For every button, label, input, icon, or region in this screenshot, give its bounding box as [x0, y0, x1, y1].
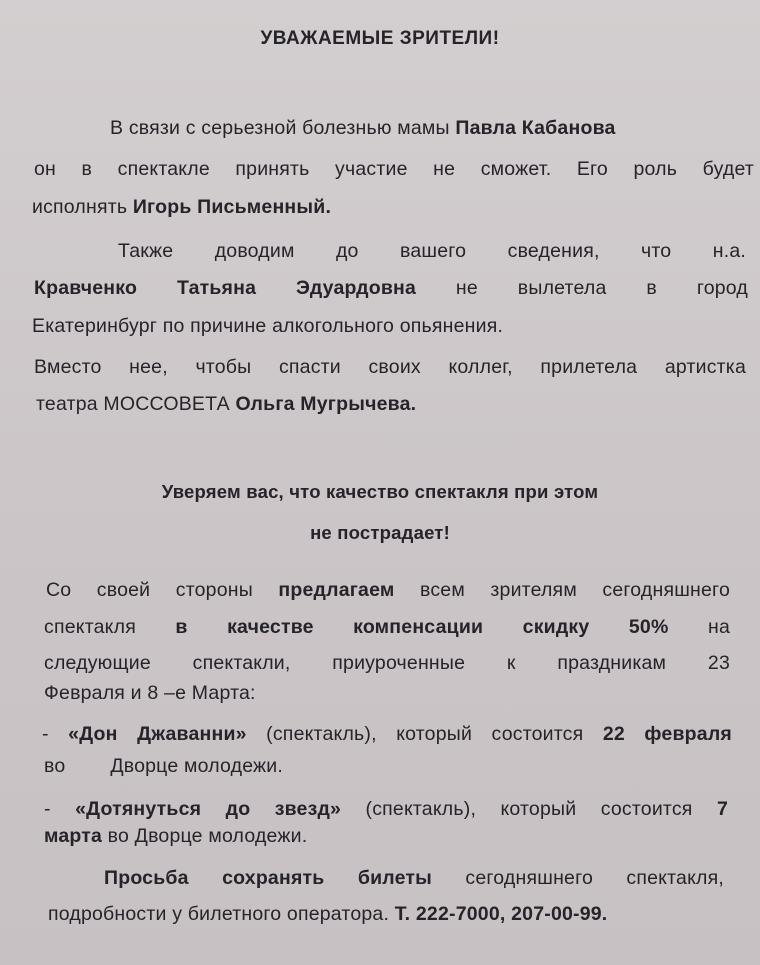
show-1-line-1: [42, 721, 732, 747]
p2-text: театра МОССОВЕТА: [36, 393, 236, 415]
p4-text: сегодняшнего спектакля,: [432, 867, 724, 889]
discount-offer: в качестве компенсации скидку 50%: [175, 616, 669, 638]
p3-text: спектакля: [44, 616, 176, 638]
show-text: (спектакль), который состоится: [246, 723, 603, 745]
p4-text: подробности у билетного оператора.: [48, 903, 395, 925]
show-dash: -: [42, 723, 69, 745]
p2-line-2: [34, 275, 748, 301]
phone-numbers: Т. 222-7000, 207-00-99.: [394, 903, 608, 925]
p2-line-1: Также доводим до вашего сведения, что н.а.: [118, 240, 746, 262]
p3-line-4: Февраля и 8 –е Марта:: [44, 682, 256, 704]
p1-line-1: [110, 115, 752, 141]
actress-name-kravchenko: Кравченко Татьяна Эдуардовна: [34, 277, 417, 299]
show-text: (спектакль), который состоится: [341, 798, 717, 820]
assurance-line-1: Уверяем вас, что качество спектакля при этом: [161, 481, 599, 502]
p3-line-3: следующие спектакли, приуроченные к праздникам 23: [44, 652, 730, 674]
p2-text: не вылетела в город: [416, 277, 748, 299]
show-date-mar-7: 7: [716, 798, 728, 820]
p2-line-3: Екатеринбург по причине алкогольного опьянения.: [32, 315, 504, 337]
show-2-line-1: [44, 796, 728, 822]
p1-text: исполнять: [32, 196, 133, 218]
p3-text: всем зрителям сегодняшнего: [394, 579, 730, 601]
actress-name-mugrycheva: Ольга Мугрычева.: [235, 393, 417, 415]
show-1-line-2: во Дворце молодежи.: [44, 755, 283, 777]
p2-line-4: Вместо нее, чтобы спасти своих коллег, прилетела артистка: [34, 356, 746, 378]
show-text: во Дворце молодежи.: [102, 825, 308, 847]
actor-name-pismenny: Игорь Письменный.: [132, 196, 332, 218]
notice-title: УВАЖАЕМЫЕ ЗРИТЕЛИ!: [260, 28, 500, 49]
p1-line-2: он в спектакле принять участие не сможет. Его роль будет: [34, 158, 754, 180]
p3-text: на: [668, 616, 731, 638]
p4-line-1: [104, 865, 724, 891]
show-2-line-2: [44, 823, 744, 849]
actor-name-kabanov: Павла Кабанова: [455, 117, 616, 139]
show-date-march: марта: [44, 825, 103, 847]
p3-line-2: [44, 614, 730, 640]
offer-keyword: предлагаем: [278, 579, 395, 601]
show-date-feb-22: 22 февраля: [602, 723, 732, 745]
p2-line-5: [36, 391, 744, 417]
p4-line-2: [48, 901, 744, 927]
keep-tickets-request: Просьба сохранять билеты: [104, 867, 433, 889]
show-title-reach-stars: «Дотянуться до звезд»: [75, 798, 342, 820]
p1-text: В связи с серьезной болезнью мамы: [110, 117, 456, 139]
show-title-don-juan: «Дон Джаванни»: [68, 723, 247, 745]
assurance-line-2: не пострадает!: [310, 522, 450, 543]
show-dash: -: [44, 798, 76, 820]
p1-line-3: [32, 194, 744, 220]
p3-line-1: [46, 577, 730, 603]
p3-text: Со своей стороны: [46, 579, 279, 601]
